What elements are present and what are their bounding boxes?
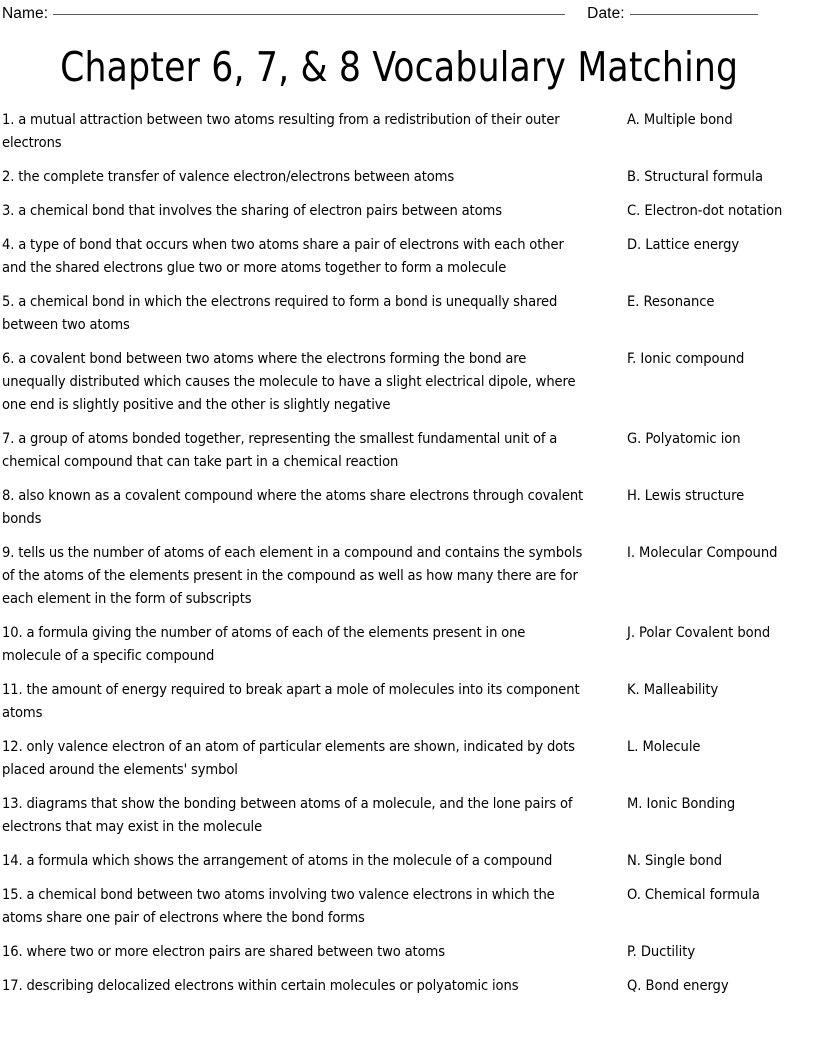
- question-text: 17. describing delocalized electrons within certain molecules or polyatomic ions: [2, 977, 519, 994]
- question-text: 16. where two or more electron pairs are shared between two atoms: [2, 943, 445, 960]
- question-text: 6. a covalent bond between two atoms where the electrons forming the bond are unequally distributed which causes the molecule to have a slight electrical dipole, where one end is slightly positive and the other is slightly negative: [2, 350, 576, 413]
- answer-choice[interactable]: A. Multiple bond: [627, 111, 733, 128]
- question-cell: [2, 883, 602, 929]
- name-write-in-line[interactable]: [53, 14, 565, 15]
- question-cell: [2, 792, 602, 838]
- match-row: [2, 940, 802, 963]
- answer-cell: [602, 849, 802, 872]
- page-title: Chapter 6, 7, & 8 Vocabulary Matching: [60, 43, 739, 91]
- match-row: [2, 347, 802, 416]
- answer-cell: [602, 347, 802, 370]
- match-row: [2, 974, 802, 997]
- answer-choice[interactable]: O. Chemical formula: [627, 886, 760, 903]
- question-text: 14. a formula which shows the arrangement of atoms in the molecule of a compound: [2, 852, 553, 869]
- question-text: 13. diagrams that show the bonding between atoms of a molecule, and the lone pairs of electrons that may exist in the molecule: [2, 795, 573, 835]
- answer-cell: [602, 290, 802, 313]
- question-cell: [2, 940, 602, 963]
- answer-cell: [602, 199, 802, 222]
- question-text: 10. a formula giving the number of atoms of each of the elements present in one molecule of a specific compound: [2, 624, 526, 664]
- answer-choice[interactable]: Q. Bond energy: [627, 977, 729, 994]
- question-text: 4. a type of bond that occurs when two atoms share a pair of electrons with each other and the shared electrons glue two or more atoms together to form a molecule: [2, 236, 564, 276]
- answer-cell: [602, 165, 802, 188]
- answer-choice[interactable]: E. Resonance: [627, 293, 715, 310]
- question-text: 5. a chemical bond in which the electrons required to form a bond is unequally shared between two atoms: [2, 293, 558, 333]
- answer-cell: [602, 427, 802, 450]
- question-text: 11. the amount of energy required to break apart a mole of molecules into its component atoms: [2, 681, 580, 721]
- answer-choice[interactable]: D. Lattice energy: [627, 236, 740, 253]
- name-label: Name:: [2, 5, 49, 22]
- question-cell: [2, 347, 602, 416]
- question-text: 8. also known as a covalent compound where the atoms share electrons through covalent bonds: [2, 487, 584, 527]
- question-cell: [2, 541, 602, 610]
- question-cell: [2, 290, 602, 336]
- answer-cell: [602, 883, 802, 906]
- date-write-in-line[interactable]: [630, 14, 758, 15]
- match-row: [2, 427, 802, 473]
- question-cell: [2, 484, 602, 530]
- matching-list: [2, 108, 802, 997]
- answer-choice[interactable]: J. Polar Covalent bond: [627, 624, 771, 641]
- match-row: [2, 735, 802, 781]
- match-row: [2, 484, 802, 530]
- match-row: [2, 792, 802, 838]
- question-text: 1. a mutual attraction between two atoms resulting from a redistribution of their outer electrons: [2, 111, 560, 151]
- answer-cell: [602, 940, 802, 963]
- answer-cell: [602, 108, 802, 131]
- question-cell: [2, 199, 602, 222]
- question-cell: [2, 233, 602, 279]
- question-text: 9. tells us the number of atoms of each element in a compound and contains the symbols of the atoms of the elements present in the compound as well as how many there are for each element in the form of subscripts: [2, 544, 583, 607]
- question-text: 12. only valence electron of an atom of particular elements are shown, indicated by dots placed around the elements' symbol: [2, 738, 575, 778]
- match-row: [2, 199, 802, 222]
- answer-choice[interactable]: I. Molecular Compound: [627, 544, 778, 561]
- answer-choice[interactable]: C. Electron-dot notation: [627, 202, 783, 219]
- question-text: 15. a chemical bond between two atoms involving two valence electrons in which the atoms share one pair of electrons where the bond forms: [2, 886, 555, 926]
- answer-cell: [602, 484, 802, 507]
- name-date-header: [2, 4, 802, 26]
- answer-cell: [602, 735, 802, 758]
- answer-choice[interactable]: K. Malleability: [627, 681, 719, 698]
- answer-cell: [602, 792, 802, 815]
- match-row: [2, 290, 802, 336]
- match-row: [2, 541, 802, 610]
- answer-choice[interactable]: B. Structural formula: [627, 168, 764, 185]
- answer-choice[interactable]: M. Ionic Bonding: [627, 795, 736, 812]
- question-cell: [2, 735, 602, 781]
- match-row: [2, 849, 802, 872]
- answer-cell: [602, 541, 802, 564]
- question-cell: [2, 974, 602, 997]
- answer-cell: [602, 233, 802, 256]
- answer-cell: [602, 974, 802, 997]
- answer-cell: [602, 678, 802, 701]
- date-label: Date:: [587, 5, 625, 22]
- question-text: 2. the complete transfer of valence electron/electrons between atoms: [2, 168, 455, 185]
- question-cell: [2, 427, 602, 473]
- answer-choice[interactable]: G. Polyatomic ion: [627, 430, 741, 447]
- answer-choice[interactable]: L. Molecule: [627, 738, 701, 755]
- question-text: 3. a chemical bond that involves the sharing of electron pairs between atoms: [2, 202, 502, 219]
- match-row: [2, 165, 802, 188]
- answer-choice[interactable]: F. Ionic compound: [627, 350, 745, 367]
- question-cell: [2, 678, 602, 724]
- answer-choice[interactable]: N. Single bond: [627, 852, 723, 869]
- question-cell: [2, 108, 602, 154]
- match-row: [2, 621, 802, 667]
- question-text: 7. a group of atoms bonded together, representing the smallest fundamental unit of a chemical compound that can take part in a chemical reaction: [2, 430, 558, 470]
- match-row: [2, 883, 802, 929]
- match-row: [2, 233, 802, 279]
- answer-cell: [602, 621, 802, 644]
- match-row: [2, 678, 802, 724]
- question-cell: [2, 621, 602, 667]
- question-cell: [2, 165, 602, 188]
- answer-choice[interactable]: P. Ductility: [627, 943, 696, 960]
- question-cell: [2, 849, 602, 872]
- answer-choice[interactable]: H. Lewis structure: [627, 487, 745, 504]
- match-row: [2, 108, 802, 154]
